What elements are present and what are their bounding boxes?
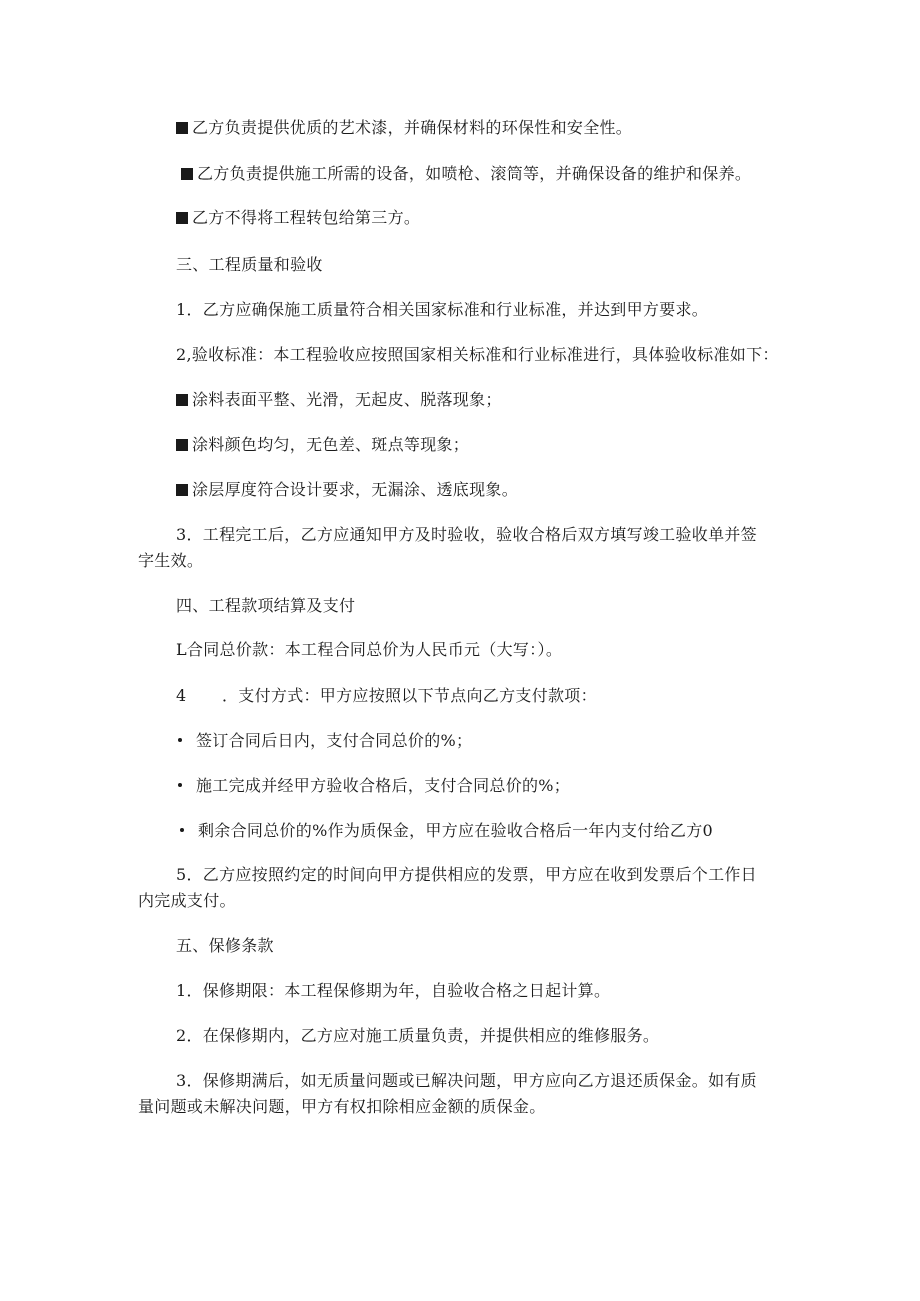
- dot-item-construction-complete: 施工完成并经甲方验收合格后，支付合同总价的%；: [178, 776, 570, 796]
- bullet-item-no-subcontract: 乙方不得将工程转包给第三方。: [176, 208, 420, 228]
- dot-bullet-icon: [178, 783, 182, 787]
- paragraph-quality-1: 1．乙方应确保施工质量符合相关国家标准和行业标准，并达到甲方要求。: [176, 300, 709, 319]
- paragraph-warranty-expiry-line-2: 量问题或未解决问题，甲方有权扣除相应金额的质保金。: [138, 1097, 546, 1116]
- dot-item-warranty-deposit: 剩余合同总价的%作为质保金，甲方应在验收合格后一年内支付给乙方0: [180, 821, 713, 841]
- bullet-item-color: 涂料颜色均匀，无色差、斑点等现象；: [176, 435, 469, 455]
- section-heading-warranty: 五、保修条款: [176, 936, 274, 955]
- bullet-item-surface: 涂料表面平整、光滑，无起皮、脱落现象；: [176, 390, 502, 410]
- bullet-item-thickness: 涂层厚度符合设计要求，无漏涂、透底现象。: [176, 480, 518, 500]
- dot-bullet-icon: [180, 828, 184, 832]
- paragraph-acceptance-standard: 2,验收标准：本工程验收应按照国家相关标准和行业标准进行，具体验收标准如下：: [176, 345, 779, 364]
- paragraph-invoice-line-1: 5．乙方应按照约定的时间向甲方提供相应的发票，甲方应在收到发票后个工作日: [176, 865, 757, 884]
- paragraph-warranty-service: 2．在保修期内，乙方应对施工质量负责，并提供相应的维修服务。: [176, 1026, 660, 1045]
- square-bullet-icon: [181, 168, 193, 180]
- paragraph-total-price: L合同总价款：本工程合同总价为人民币元（大写：）。: [176, 640, 563, 659]
- paragraph-completion-line-2: 字生效。: [138, 551, 204, 570]
- dot-item-sign: 签订合同后日内，支付合同总价的%；: [178, 731, 472, 751]
- square-bullet-icon: [176, 484, 188, 496]
- section-heading-payment: 四、工程款项结算及支付: [176, 596, 356, 615]
- paragraph-completion-line-1: 3．工程完工后，乙方应通知甲方及时验收，验收合格后双方填写竣工验收单并签: [176, 525, 757, 544]
- paragraph-warranty-expiry-line-1: 3．保修期满后，如无质量问题或已解决问题，甲方应向乙方退还质保金。如有质: [176, 1071, 757, 1090]
- square-bullet-icon: [176, 212, 188, 224]
- bullet-item-art-paint: 乙方负责提供优质的艺术漆，并确保材料的环保性和安全性。: [176, 118, 632, 138]
- paragraph-warranty-period: 1．保修期限：本工程保修期为年，自验收合格之日起计算。: [176, 981, 611, 1000]
- square-bullet-icon: [176, 122, 188, 134]
- section-heading-quality: 三、工程质量和验收: [176, 255, 323, 274]
- paragraph-invoice-line-2: 内完成支付。: [138, 891, 236, 910]
- paragraph-payment-number: 4: [176, 686, 187, 705]
- square-bullet-icon: [176, 394, 188, 406]
- paragraph-payment-method: ．支付方式：甲方应按照以下节点向乙方支付款项：: [222, 686, 597, 705]
- square-bullet-icon: [176, 439, 188, 451]
- bullet-item-equipment: 乙方负责提供施工所需的设备，如喷枪、滚筒等，并确保设备的维护和保养。: [181, 164, 751, 184]
- dot-bullet-icon: [178, 738, 182, 742]
